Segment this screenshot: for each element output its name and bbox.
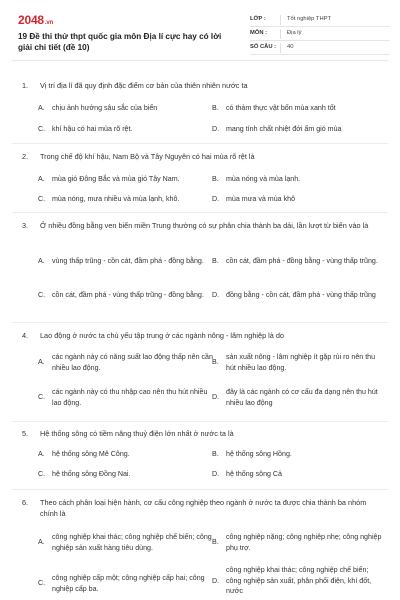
option-text: các ngành này có thu nhập cao nên thu hút nhiều lao động.: [52, 388, 208, 407]
meta-label: LỚP :: [250, 16, 266, 23]
meta-label: MÔN :: [250, 30, 268, 37]
option-c[interactable]: [38, 387, 214, 408]
option-c[interactable]: [38, 469, 208, 480]
question-number: 3.: [22, 221, 29, 230]
option-letter: C.: [38, 291, 46, 299]
option-text: đồng bằng - cồn cát, đầm phá - vùng thấp trũng: [226, 291, 376, 299]
option-letter: B.: [212, 257, 219, 265]
meta-divider: [280, 29, 281, 39]
option-text: công nghiệp khai thác; công nghiệp chế biến; công nghiệp sản xuất, phân phối điện, khí đốt, nước: [226, 566, 372, 596]
option-letter: A.: [38, 257, 45, 265]
option-text: các ngành này có năng suất lao động thấp nên cần nhiều lao động.: [52, 353, 213, 372]
option-a[interactable]: [38, 352, 214, 373]
brand-name: 2048: [18, 13, 44, 27]
option-c[interactable]: [38, 290, 214, 301]
document-title: 19 Đề thi thử thpt quốc gia môn Địa lí cực hay có lời giải chi tiết (đề 10): [18, 32, 222, 53]
question-stem: [22, 80, 382, 91]
option-text: chịu ảnh hưởng sâu sắc của biển: [52, 104, 158, 112]
meta-row-subject: [250, 27, 390, 41]
option-a[interactable]: [38, 174, 208, 185]
option-letter: C.: [38, 125, 46, 133]
question-divider: [12, 322, 388, 323]
question-stem: [22, 220, 382, 231]
option-text: mùa nóng, mưa nhiều và mùa lạnh, khô.: [52, 195, 180, 203]
question-text: Lao động ở nước ta chủ yếu tập trung ở các ngành nông - lâm nghiệp là do: [40, 331, 284, 340]
question-4: [12, 324, 388, 422]
option-text: cồn cát, đầm phá - vùng thấp trũng - đồng bằng.: [52, 291, 204, 299]
option-letter: A.: [38, 104, 45, 112]
option-text: mùa mưa và mùa khô: [226, 195, 296, 203]
meta-row-class: [250, 13, 390, 27]
option-text: mùa nóng và mùa lạnh.: [226, 175, 301, 183]
question-2: [12, 145, 388, 213]
option-text: hệ thống sông Mê Công.: [52, 450, 130, 458]
option-letter: D.: [212, 470, 220, 478]
option-letter: C.: [38, 579, 46, 588]
meta-value: Tốt nghiệp THPT: [287, 16, 332, 23]
option-text: sản xuất nông - lâm nghiệp ít gặp rủi ro nên thu hút nhiều lao động.: [226, 353, 376, 372]
option-a[interactable]: [38, 256, 214, 267]
option-letter: B.: [212, 358, 219, 367]
question-stem: [22, 151, 382, 162]
meta-divider: [280, 43, 281, 53]
option-letter: B.: [212, 450, 219, 458]
option-b[interactable]: [212, 532, 384, 553]
option-d[interactable]: [212, 565, 384, 597]
meta-divider: [280, 15, 281, 25]
question-divider: [12, 489, 388, 490]
option-d[interactable]: [212, 194, 382, 205]
option-d[interactable]: [212, 124, 382, 135]
option-text: hệ thống sông Hồng.: [226, 450, 292, 458]
option-letter: D.: [212, 576, 220, 585]
option-d[interactable]: [212, 469, 382, 480]
option-b[interactable]: [212, 256, 384, 267]
question-text: Theo cách phân loại hiện hành, cơ cấu công nghiệp theo ngành ở nước ta được chia thành ba nhóm chính là: [40, 498, 367, 519]
option-d[interactable]: [212, 290, 384, 301]
option-text: khí hậu có hai mùa rõ rệt.: [52, 125, 133, 133]
question-divider: [12, 143, 388, 144]
option-letter: D.: [212, 195, 220, 203]
option-c[interactable]: [38, 124, 208, 135]
question-text: Hệ thống sông có tiềm năng thuỷ điện lớn nhất ở nước ta là: [40, 429, 234, 438]
question-number: 6.: [22, 498, 29, 507]
question-number: 5.: [22, 429, 29, 438]
option-letter: C.: [38, 470, 46, 478]
option-letter: A.: [38, 358, 45, 367]
option-letter: A.: [38, 538, 45, 547]
option-letter: C.: [38, 195, 46, 203]
question-stem: [22, 428, 382, 439]
option-c[interactable]: [38, 194, 208, 205]
option-text: mang tính chất nhiệt đới ẩm gió mùa: [226, 125, 342, 133]
option-text: hệ thống sông Cả: [226, 470, 283, 478]
option-letter: B.: [212, 175, 219, 183]
page-header: [0, 0, 400, 62]
option-b[interactable]: [212, 449, 382, 460]
option-a[interactable]: [38, 103, 208, 114]
question-text: Trong chế độ khí hậu, Nam Bộ và Tây Nguyên có hai mùa rõ rệt là: [40, 152, 255, 161]
option-letter: C.: [38, 393, 46, 402]
option-text: mùa gió Đông Bắc và mùa gió Tây Nam.: [52, 175, 180, 183]
meta-row-count: [250, 41, 390, 55]
option-text: công nghiệp nặng; công nghiệp nhẹ; công nghiệp phụ trợ.: [226, 533, 382, 552]
option-text: vùng thấp trũng - cồn cát, đầm phá - đồng bằng.: [52, 257, 204, 265]
question-divider: [12, 421, 388, 422]
question-stem: [22, 330, 382, 341]
option-b[interactable]: [212, 352, 384, 373]
question-5: [12, 423, 388, 490]
question-1: [12, 76, 388, 144]
question-3: [12, 214, 388, 323]
option-a[interactable]: [38, 532, 214, 553]
option-text: công nghiệp khai thác; công nghiệp chế biến; công nghiệp sản xuất hàng tiêu dùng.: [52, 533, 212, 552]
question-text: Ở nhiều đồng bằng ven biển miền Trung thường có sự phân chia thành ba dải, lần lượt từ biển vào là: [40, 221, 369, 230]
question-stem: [22, 497, 382, 520]
meta-label: SỐ CÂU :: [250, 44, 277, 51]
brand-suffix: .vn: [44, 20, 53, 26]
question-number: 4.: [22, 331, 29, 340]
option-letter: B.: [212, 538, 219, 547]
meta-value: 40: [287, 44, 294, 51]
option-d[interactable]: [212, 387, 384, 408]
header-divider: [12, 60, 388, 61]
brand-logo[interactable]: [18, 12, 53, 29]
option-text: hệ thống sông Đồng Nai.: [52, 470, 131, 478]
option-text: công nghiệp cấp một; công nghiệp cấp hai; công nghiệp cấp ba.: [52, 574, 205, 593]
option-text: có thảm thực vật bốn mùa xanh tốt: [226, 104, 336, 112]
option-text: cồn cát, đầm phá - đồng bằng - vùng thấp trũng.: [226, 257, 378, 265]
option-c[interactable]: [38, 573, 214, 594]
option-letter: B.: [212, 104, 219, 112]
meta-value: Địa lý: [287, 30, 302, 37]
option-text: đây là các ngành có cơ cấu đa dạng nên thu hút nhiều lao động: [226, 388, 378, 407]
question-number: 1.: [22, 81, 29, 90]
option-letter: D.: [212, 125, 220, 133]
option-b[interactable]: [212, 103, 382, 114]
question-number: 2.: [22, 152, 29, 161]
option-letter: D.: [212, 393, 220, 402]
option-letter: A.: [38, 450, 45, 458]
question-divider: [12, 212, 388, 213]
option-letter: A.: [38, 175, 45, 183]
option-b[interactable]: [212, 174, 382, 185]
option-a[interactable]: [38, 449, 208, 460]
option-letter: D.: [212, 291, 220, 299]
question-text: Vị trí địa lí đã quy định đặc điểm cơ bản của thiên nhiên nước ta: [40, 81, 248, 90]
exam-meta: [250, 13, 390, 55]
question-6: [12, 491, 388, 600]
